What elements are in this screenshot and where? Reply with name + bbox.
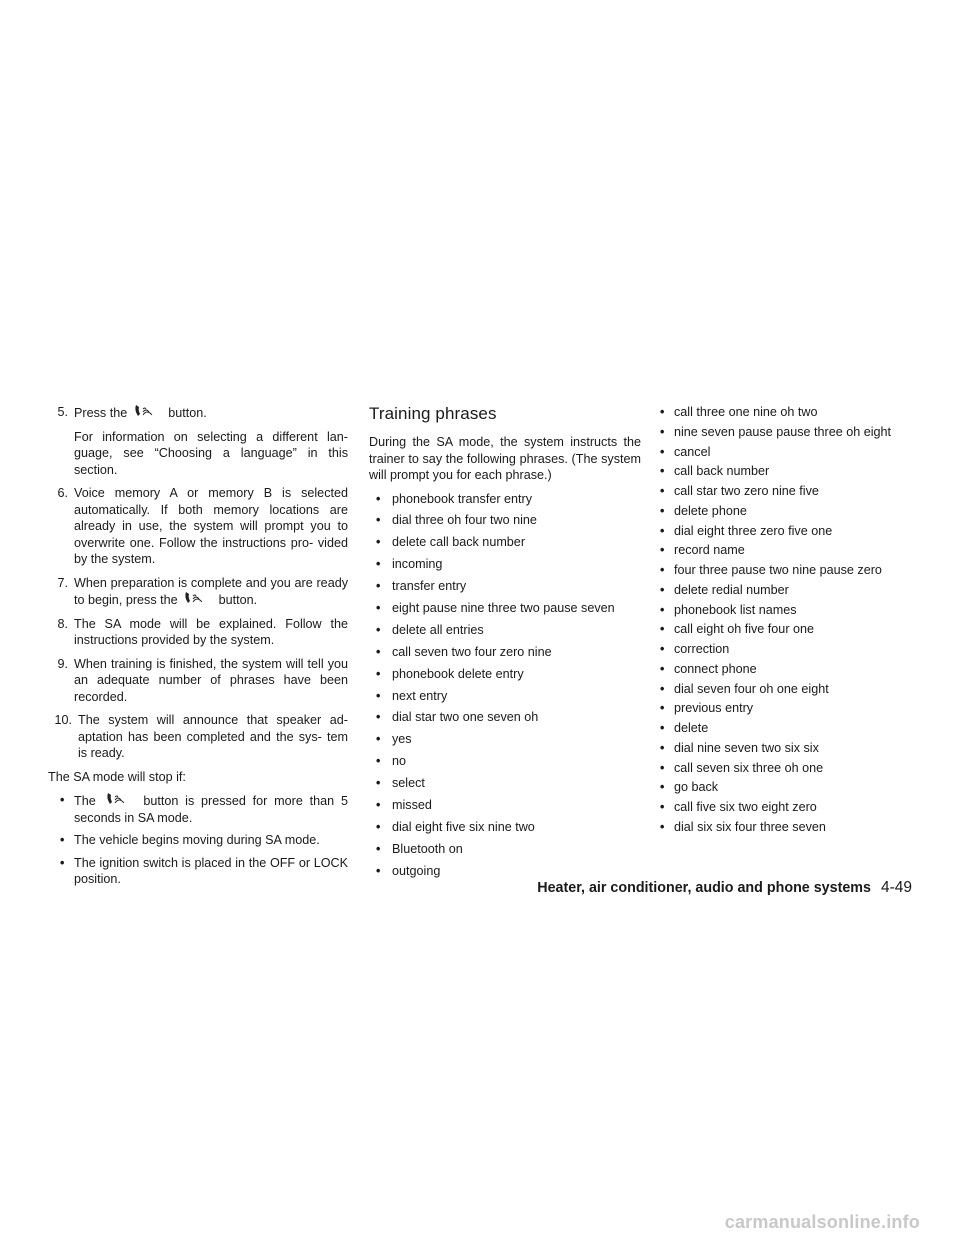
phrase-text: incoming [392, 557, 443, 572]
bullet-icon: • [660, 503, 665, 518]
phrase-item [369, 863, 641, 880]
phrase-text: call seven six three oh one [674, 760, 824, 775]
bullet-icon: • [376, 863, 381, 878]
phrase-item [660, 503, 912, 520]
bullet-icon: • [376, 644, 381, 659]
bullet-icon: • [376, 754, 381, 769]
bullet-icon: • [376, 557, 381, 572]
bullet-icon: • [376, 797, 381, 812]
page-footer [537, 879, 912, 897]
phrase-text: delete call back number [392, 535, 526, 550]
phrase-item [369, 600, 641, 617]
bullet-icon: • [376, 841, 381, 856]
stop-intro: The SA mode will stop if: [48, 769, 186, 784]
phone-talk-icon [183, 591, 205, 605]
middle-column [369, 404, 641, 885]
phrase-item [660, 621, 912, 638]
right-column [660, 404, 912, 839]
bullet-icon: • [660, 681, 665, 696]
phrase-text: transfer entry [392, 579, 467, 594]
section-heading: Training phrases [369, 404, 497, 423]
phrase-item [660, 819, 912, 836]
phrase-item [660, 523, 912, 540]
phone-talk-icon [133, 404, 155, 418]
phrase-item [660, 483, 912, 500]
phrase-item [660, 661, 912, 678]
phone-talk-icon [105, 792, 127, 806]
phrase-item [369, 491, 641, 508]
phrase-item [660, 562, 912, 579]
phrase-item [660, 542, 912, 559]
phrase-text: dial seven four oh one eight [674, 681, 829, 696]
phrase-text: eight pause nine three two pause seven [392, 600, 615, 615]
phrase-item [660, 720, 912, 737]
phrase-text: nine seven pause pause three oh eight [674, 424, 892, 439]
phrase-text: no [392, 754, 407, 769]
phrase-item [369, 622, 641, 639]
bullet-icon: • [376, 491, 381, 506]
phrase-list-2 [660, 404, 912, 835]
phrase-item [660, 700, 912, 717]
phrase-text: yes [392, 732, 412, 747]
phrase-text: call seven two four zero nine [392, 644, 552, 659]
phrase-text: cancel [674, 444, 711, 459]
phrase-item [660, 681, 912, 698]
bullet-icon: • [376, 776, 381, 791]
bullet-icon: • [660, 819, 665, 834]
phrase-item [369, 841, 641, 858]
phrase-item [369, 819, 641, 836]
bullet-icon: • [660, 701, 665, 716]
bullet-icon: • [660, 582, 665, 597]
step-9: 9. When training is finished, the system will tell you an adequate number of phrases have been recorded. [57, 656, 348, 704]
phrase-text: previous entry [674, 701, 754, 716]
bullet-icon: • [660, 563, 665, 577]
bullet-icon: • [660, 622, 665, 637]
phrase-item [660, 582, 912, 599]
phrase-item [369, 731, 641, 748]
phrase-item [660, 740, 912, 757]
phrase-item [660, 760, 912, 777]
phrase-text: missed [392, 797, 432, 812]
phrase-list-1 [369, 491, 641, 880]
bullet-icon: • [376, 600, 381, 615]
bullet-icon: • [660, 444, 665, 459]
bullet-icon: • [660, 405, 665, 419]
phrase-item [660, 404, 912, 421]
left-column [48, 404, 348, 894]
phrase-text: delete all entries [392, 622, 484, 637]
bullet-icon: • [60, 793, 65, 807]
phrase-item [660, 779, 912, 796]
phrase-text: call five six two eight zero [674, 800, 817, 814]
phrase-item [660, 424, 912, 441]
bullet-icon: • [660, 543, 665, 558]
phrase-text: delete [674, 721, 709, 735]
phrase-item [369, 688, 641, 705]
bullet-icon: • [376, 513, 381, 528]
phrase-item [660, 602, 912, 619]
page-number: 4-49 [880, 879, 912, 896]
bullet-icon: • [376, 666, 381, 681]
bullet-icon: • [376, 579, 381, 594]
bullet-icon: • [376, 732, 381, 747]
phrase-item [660, 799, 912, 816]
phrase-item [660, 444, 912, 461]
phrase-text: phonebook list names [674, 602, 797, 617]
bullet-icon: • [660, 484, 665, 498]
phrase-item [369, 753, 641, 770]
bullet-icon: • [660, 800, 665, 814]
phrase-text: dial three oh four two nine [392, 513, 537, 528]
bullet-icon: • [660, 780, 665, 795]
phrase-item [660, 463, 912, 480]
footer-section-title: Heater, air conditioner, audio and phone systems [537, 880, 871, 896]
step-6: 6. Voice memory A or memory B is selected automatically. If both memory locations are already in use, the system will prompt you to overwrite one. Follow the instructions pro- vided by the system. [57, 486, 348, 566]
stop-condition-2: • The vehicle begins moving during SA mode. [60, 833, 320, 847]
phrase-text: correction [674, 642, 730, 656]
phrase-text: outgoing [392, 863, 441, 878]
phrase-item [369, 644, 641, 661]
bullet-icon: • [660, 602, 665, 617]
bullet-icon: • [60, 833, 65, 847]
phrase-text: dial eight three zero five one [674, 523, 833, 538]
phrase-text: record name [674, 543, 745, 558]
phrase-text: call eight oh five four one [674, 622, 815, 637]
phrase-text: phonebook delete entry [392, 666, 524, 681]
phrase-text: dial eight five six nine two [392, 819, 535, 834]
bullet-icon: • [376, 819, 381, 834]
phrase-text: dial nine seven two six six [674, 740, 819, 755]
training-intro: During the SA mode, the system instructs the trainer to say the following phrases. (The system will prompt you for each phrase.) [369, 435, 641, 482]
phrase-text: call star two zero nine five [674, 484, 819, 498]
phrase-text: go back [674, 780, 719, 795]
bullet-icon: • [660, 424, 665, 439]
stop-condition-1: • The button is pressed for more than 5 seconds in SA mode. [60, 793, 349, 825]
watermark: carmanualsonline.info [724, 1212, 920, 1232]
phrase-item [369, 556, 641, 573]
bullet-icon: • [376, 710, 381, 725]
bullet-icon: • [660, 760, 665, 775]
step-8: 8. The SA mode will be explained. Follow the instructions provided by the system. [57, 616, 348, 647]
phrase-item [369, 578, 641, 595]
bullet-icon: • [660, 661, 665, 676]
phrase-item [660, 641, 912, 658]
phrase-text: call back number [674, 464, 770, 479]
phrase-item [369, 666, 641, 683]
phrase-text: delete redial number [674, 582, 789, 597]
phrase-item [369, 797, 641, 814]
bullet-icon: • [660, 740, 665, 755]
bullet-icon: • [376, 622, 381, 637]
stop-condition-3: • The ignition switch is placed in the OFF or LOCK position. [60, 855, 348, 886]
phrase-text: select [392, 776, 425, 791]
phrase-item [369, 512, 641, 529]
phrase-text: connect phone [674, 661, 757, 676]
phrase-item [369, 709, 641, 726]
bullet-icon: • [660, 642, 665, 656]
phrase-text: Bluetooth on [392, 841, 463, 856]
bullet-icon: • [660, 721, 665, 735]
phrase-text: dial star two one seven oh [392, 710, 539, 725]
phrase-item [369, 534, 641, 551]
bullet-icon: • [376, 535, 381, 550]
bullet-icon: • [60, 855, 65, 870]
phrase-text: dial six six four three seven [674, 819, 826, 834]
phrase-text: four three pause two nine pause zero [674, 563, 882, 577]
phrase-text: call three one nine oh two [674, 405, 818, 419]
step-5: 5. Press the button. For information on selecting a different lan- guage, see “Choosing a language” in this section. [57, 405, 348, 477]
phrase-text: next entry [392, 688, 448, 703]
bullet-icon: • [660, 523, 665, 538]
bullet-icon: • [660, 464, 665, 479]
step-10: 10. The system will announce that speaker ad- aptation has been completed and the sys- tem is ready. [54, 713, 348, 760]
phrase-item [369, 775, 641, 792]
step-7: 7. When preparation is complete and you are ready to begin, press the button. [57, 575, 348, 607]
phrase-text: delete phone [674, 503, 747, 518]
phrase-text: phonebook transfer entry [392, 491, 533, 506]
bullet-icon: • [376, 688, 381, 703]
